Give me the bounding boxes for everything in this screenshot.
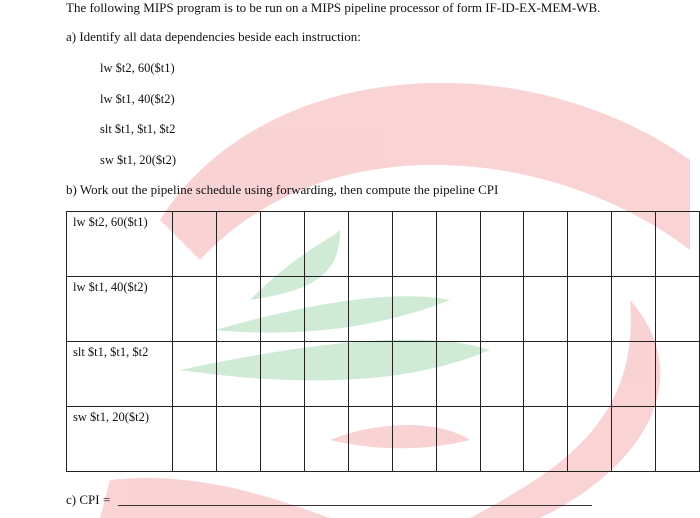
stage-cell[interactable] (480, 212, 524, 277)
part-a-instruction-1: lw $t2, 60($t1) (100, 61, 175, 75)
stage-cell[interactable] (173, 407, 217, 472)
row-instruction-label: slt $t1, $t1, $t2 (67, 342, 173, 407)
stage-cell[interactable] (436, 212, 480, 277)
stage-cell[interactable] (348, 407, 392, 472)
part-c-cpi-label: c) CPI = (66, 492, 111, 507)
stage-cell[interactable] (524, 407, 568, 472)
stage-cell[interactable] (261, 342, 305, 407)
part-a-instruction-3: slt $t1, $t1, $t2 (100, 122, 176, 136)
part-b-question: b) Work out the pipeline schedule using forwarding, then compute the pipeline CPI (66, 182, 499, 197)
stage-cell[interactable] (217, 277, 261, 342)
stage-cell[interactable] (348, 277, 392, 342)
stage-cell[interactable] (480, 277, 524, 342)
part-a-instruction-4: sw $t1, 20($t2) (100, 153, 177, 167)
pipeline-schedule-table (66, 211, 700, 472)
cpi-answer-line[interactable] (118, 505, 592, 506)
stage-cell[interactable] (217, 342, 261, 407)
stage-cell[interactable] (261, 407, 305, 472)
stage-cell[interactable] (656, 212, 700, 277)
watermark-red-tail (100, 478, 330, 518)
stage-cell[interactable] (612, 407, 656, 472)
stage-cell[interactable] (392, 277, 436, 342)
stage-cell[interactable] (568, 212, 612, 277)
table-row (67, 212, 700, 277)
stage-cell[interactable] (568, 342, 612, 407)
part-a-instruction-2: lw $t1, 40($t2) (100, 92, 175, 106)
stage-cell[interactable] (173, 342, 217, 407)
stage-cell[interactable] (480, 407, 524, 472)
stage-cell[interactable] (392, 342, 436, 407)
stage-cell[interactable] (392, 212, 436, 277)
stage-cell[interactable] (612, 342, 656, 407)
stage-cell[interactable] (217, 407, 261, 472)
stage-cell[interactable] (217, 212, 261, 277)
stage-cell[interactable] (436, 407, 480, 472)
stage-cell[interactable] (261, 277, 305, 342)
stage-cell[interactable] (348, 212, 392, 277)
stage-cell[interactable] (568, 407, 612, 472)
stage-cell[interactable] (348, 342, 392, 407)
stage-cell[interactable] (480, 342, 524, 407)
intro-text: The following MIPS program is to be run on a MIPS pipeline processor of form IF-ID-EX-MEM-WB. (66, 0, 601, 15)
stage-cell[interactable] (392, 407, 436, 472)
row-instruction-label: sw $t1, 20($t2) (67, 407, 173, 472)
row-instruction-label: lw $t2, 60($t1) (67, 212, 173, 277)
stage-cell[interactable] (656, 342, 700, 407)
stage-cell[interactable] (656, 277, 700, 342)
stage-cell[interactable] (305, 407, 349, 472)
stage-cell[interactable] (173, 277, 217, 342)
stage-cell[interactable] (612, 277, 656, 342)
stage-cell[interactable] (612, 212, 656, 277)
part-a-question: a) Identify all data dependencies beside each instruction: (66, 29, 361, 44)
stage-cell[interactable] (568, 277, 612, 342)
stage-cell[interactable] (524, 342, 568, 407)
stage-cell[interactable] (305, 342, 349, 407)
row-instruction-label: lw $t1, 40($t2) (67, 277, 173, 342)
stage-cell[interactable] (305, 277, 349, 342)
stage-cell[interactable] (261, 212, 305, 277)
table-row (67, 277, 700, 342)
stage-cell[interactable] (656, 407, 700, 472)
stage-cell[interactable] (305, 212, 349, 277)
table-row (67, 342, 700, 407)
table-row (67, 407, 700, 472)
stage-cell[interactable] (524, 212, 568, 277)
stage-cell[interactable] (524, 277, 568, 342)
stage-cell[interactable] (173, 212, 217, 277)
stage-cell[interactable] (436, 342, 480, 407)
stage-cell[interactable] (436, 277, 480, 342)
